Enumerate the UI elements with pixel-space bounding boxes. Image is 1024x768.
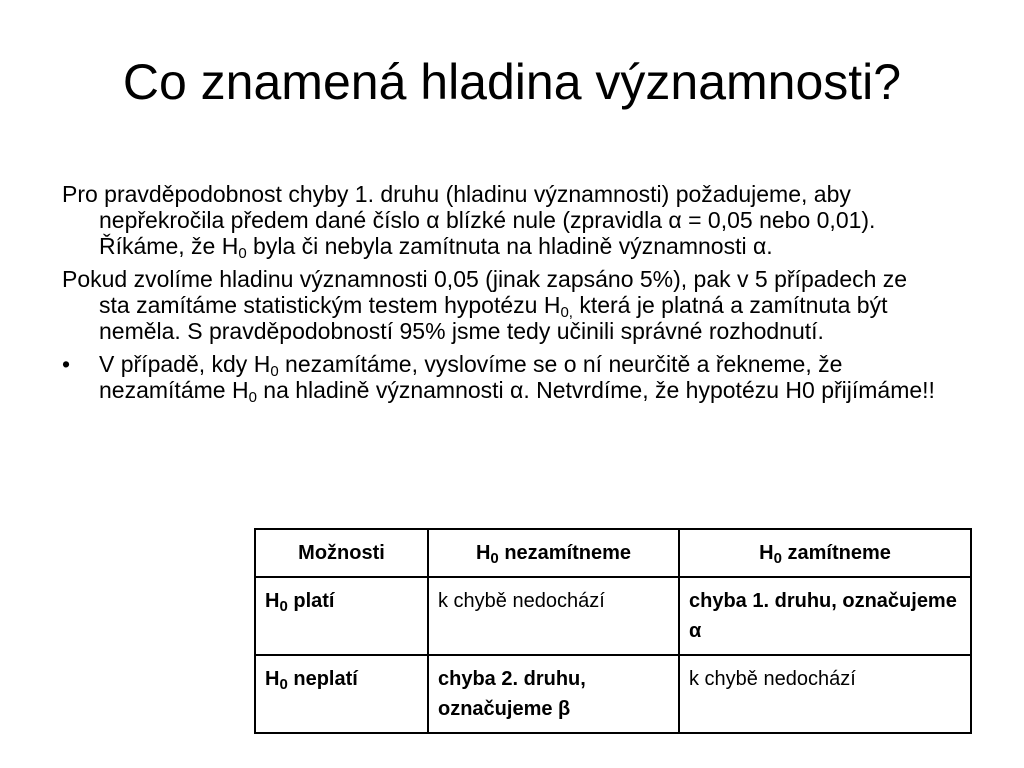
header-cell-not-reject: $H_0$ nezamítneme [428, 529, 679, 577]
header-cell-options: Možnosti [255, 529, 428, 577]
table-row [255, 577, 971, 655]
bullet-text: V případě, kdy H [99, 351, 271, 377]
paragraph-text: Pokud zvolíme hladinu významnosti 0,05 (jinak zapsáno 5%), pak v 5 případech ze sta zamítáme statistickým testem hypotézu H [62, 266, 908, 318]
row-head-h0-true: $H_0$ platí [255, 577, 428, 655]
cell-no-error: k chybě nedochází [679, 655, 971, 733]
bullet-marker: • [62, 351, 71, 377]
table-row [255, 655, 971, 733]
bullet-item-not-rejecting [62, 351, 942, 406]
subscript: 0 [270, 363, 279, 380]
paragraph-significance-example [62, 266, 942, 344]
cell-type-two-error: chyba 2. druhu, označujeme β [428, 655, 679, 733]
subscript: 0 [238, 245, 247, 262]
subscript: 0, [560, 304, 573, 321]
table-header-row [255, 529, 971, 577]
subscript: 0 [248, 389, 257, 406]
slide-body [62, 181, 942, 406]
bullet-text: na hladině významnosti α. Netvrdíme, že hypotézu H0 přijímáme!! [256, 377, 935, 403]
paragraph-text: Pro pravděpodobnost chyby 1. druhu (hladinu významnosti) požadujeme, aby nepřekročila předem dané číslo α blízké nule (zpravidla α = 0,05 nebo 0,01). Říkáme, že H [62, 181, 876, 259]
bullet-text: nezamítáme, vyslovíme se o ní neurčitě a řekneme, že nezamítáme H [99, 351, 843, 403]
decision-table [254, 528, 972, 734]
header-cell-reject: $H_0$ zamítneme [679, 529, 971, 577]
slide-title: Co znamená hladina významnosti? [122, 54, 902, 110]
cell-no-error: k chybě nedochází [428, 577, 679, 655]
paragraph-text: byla či nebyla zamítnuta na hladině významnosti α. [246, 233, 773, 259]
paragraph-type-one-error [62, 181, 942, 262]
row-head-h0-false: $H_0$ neplatí [255, 655, 428, 733]
cell-type-one-error: chyba 1. druhu, označujeme α [679, 577, 971, 655]
paragraph-text: která je platná a zamítnuta být neměla. S pravděpodobností 95% jsme tedy učinili správné rozhodnutí. [99, 292, 888, 344]
